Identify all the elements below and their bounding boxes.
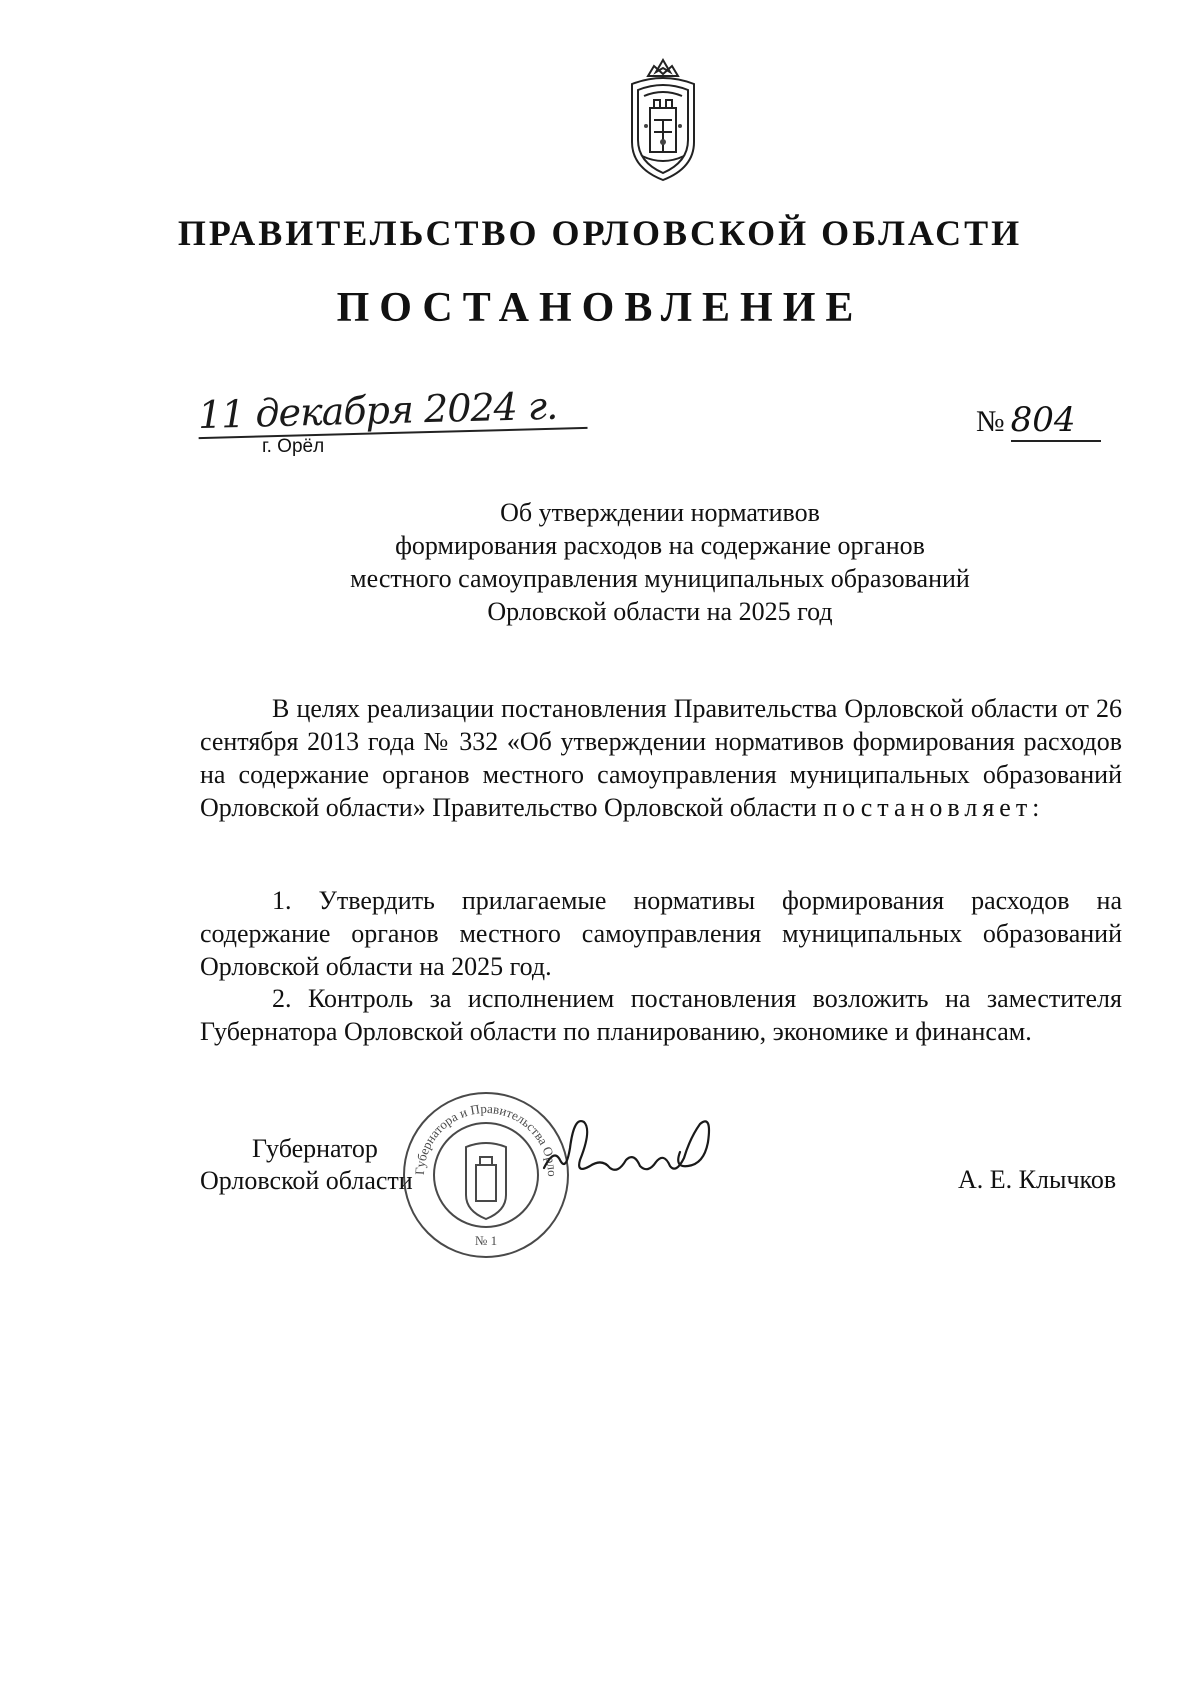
preamble-paragraph xyxy=(200,692,1122,824)
seal-number: № 1 xyxy=(474,1233,498,1248)
document-date: 11 декабря 2024 г. xyxy=(197,383,587,439)
subject-line: Орловской области на 2025 год xyxy=(487,597,833,626)
signatory-title-line: Орловской области xyxy=(200,1166,413,1195)
coat-of-arms-icon xyxy=(618,56,708,184)
document-type: ПОСТАНОВЛЕНИЕ xyxy=(336,285,864,331)
document-subject xyxy=(200,496,1120,628)
signatory-title-line: Губернатор xyxy=(252,1134,378,1163)
number-sign: № xyxy=(976,405,1005,438)
preamble-text: В целях реализации постановления Правительства Орловской области от 26 сентября 2013 года № 332 «Об утверждении нормативов формирования расходов на содержание органов местного самоуправления муниципальных образований Орловской области» Правительство Орловской области xyxy=(200,694,1122,822)
subject-line: формирования расходов на содержание органов xyxy=(395,531,925,560)
resolves-word: постановляет: xyxy=(823,793,1045,822)
subject-line: Об утверждении нормативов xyxy=(500,498,820,527)
signatory-name: А. Е. Клычков xyxy=(958,1165,1117,1194)
document-number xyxy=(976,400,1101,442)
clause-1: 1. Утвердить прилагаемые нормативы формирования расходов на содержание органов местного самоуправления муниципальных образований Орловской области на 2025 год. xyxy=(200,886,1122,981)
signatory-title xyxy=(200,1133,413,1197)
government-name: ПРАВИТЕЛЬСТВО ОРЛОВСКОЙ ОБЛАСТИ xyxy=(177,213,1023,253)
handwritten-signature-icon xyxy=(540,1108,720,1188)
subject-line: местного самоуправления муниципальных образований xyxy=(350,564,970,593)
number-value: 804 xyxy=(1011,400,1101,442)
clause-2: 2. Контроль за исполнением постановления возложить на заместителя Губернатора Орловской области по планированию, экономике и финансам. xyxy=(200,984,1122,1046)
svg-text:Губернатора и Правительства Ор xyxy=(396,1085,560,1177)
document-city: г. Орёл xyxy=(262,436,325,457)
seal-text: Губернатора и Правительства Орло xyxy=(411,1100,561,1177)
